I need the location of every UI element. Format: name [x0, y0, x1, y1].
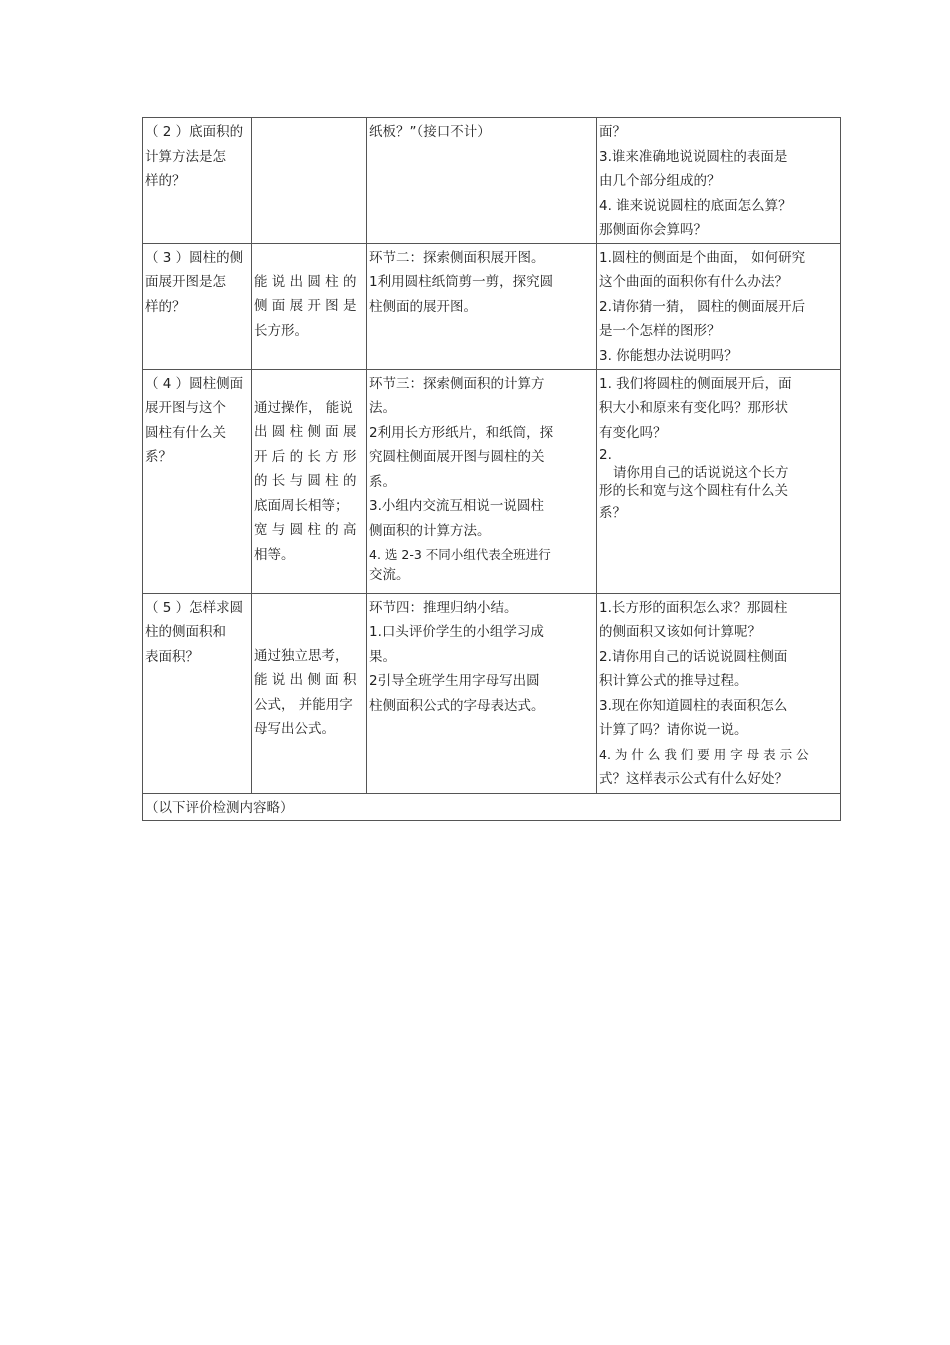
- goal-line: 出 圆 柱 侧 面 展: [254, 424, 357, 440]
- question-line: 展开图与这个: [145, 400, 226, 416]
- activity-cell: [367, 593, 597, 793]
- activity-line: 柱侧面的展开图。: [369, 298, 477, 315]
- table-row: [143, 593, 841, 793]
- activity-line: 交流。: [369, 566, 410, 583]
- goal-line: 通过独立思考，: [254, 647, 349, 664]
- activity-line: 1利用圆柱纸筒剪一剪，探究圆: [369, 274, 554, 290]
- activity-line: 果。: [369, 648, 396, 665]
- question-line: 样的？: [145, 298, 186, 315]
- goal-line: 能 说 出 圆 柱 的: [254, 273, 357, 290]
- table-row: [143, 369, 841, 593]
- prompt-line: 面？: [599, 124, 626, 140]
- table-row: [143, 793, 841, 821]
- prompt-line: 4. 为 什 么 我 们 要 用 字 母 表 示 公: [599, 746, 809, 762]
- prompts-cell: [597, 243, 841, 369]
- goal-line: 侧 面 展 开 图 是: [254, 298, 357, 314]
- prompt-line: 1.圆柱的侧面是个曲面， 如何研究: [599, 249, 806, 266]
- goal-line: 公式， 并能用字: [254, 696, 353, 713]
- prompt-line: 计算了吗？请你说一说。: [599, 722, 748, 738]
- footer-cell: [143, 793, 841, 821]
- activity-line: 法。: [369, 400, 396, 416]
- question-cell: [143, 369, 252, 593]
- prompt-line: 是一个怎样的图形？: [599, 323, 721, 339]
- activity-line: 2引导全班学生用字母写出圆: [369, 673, 540, 689]
- goal-cell: [252, 118, 367, 244]
- question-line: （ 2 ）底面积的: [145, 124, 244, 140]
- prompt-line: 这个曲面的面积你有什么办法？: [599, 274, 788, 290]
- activity-cell: [367, 369, 597, 593]
- activity-line: 环节四：推理归纳小结。: [369, 599, 518, 616]
- activity-line: 究圆柱侧面展开图与圆柱的关: [369, 449, 545, 465]
- question-line: （ 5 ）怎样求圆: [145, 599, 244, 616]
- activity-cell: [367, 243, 597, 369]
- prompt-line: 那侧面你会算吗？: [599, 222, 707, 238]
- prompts-cell: [597, 593, 841, 793]
- goal-line: 通过操作， 能说: [254, 399, 353, 416]
- footer-note: （以下评价检测内容略）: [145, 799, 294, 816]
- prompt-line: 由几个部分组成的？: [599, 173, 721, 189]
- goal-line: 母写出公式。: [254, 721, 335, 737]
- question-line: （ 3 ）圆柱的侧: [145, 249, 244, 266]
- activity-line: 2利用长方形纸片，和纸筒，探: [369, 424, 554, 441]
- question-line: 柱的侧面积和: [145, 624, 226, 640]
- prompt-line: 积计算公式的推导过程。: [599, 673, 748, 689]
- prompt-line: 式？这样表示公式有什么好处？: [599, 771, 788, 787]
- prompt-line: 2.: [599, 447, 612, 463]
- prompt-line: 系？: [599, 505, 626, 521]
- goal-line: 相等。: [254, 546, 295, 563]
- prompt-line: 积大小和原来有变化吗？那形状: [599, 400, 788, 416]
- prompt-line: 形的长和宽与这个圆柱有什么关: [599, 483, 788, 499]
- goal-line: 能 说 出 侧 面 积: [254, 672, 357, 688]
- prompt-line: 3.谁来准确地说说圆柱的表面是: [599, 148, 788, 165]
- question-cell: [143, 593, 252, 793]
- goal-line: 底面周长相等；: [254, 497, 349, 514]
- goal-line: 开 后 的 长 方 形: [254, 448, 357, 465]
- activity-line: 纸板？”（接口不计）: [369, 124, 491, 140]
- prompt-line: 2.请你猜一猜， 圆柱的侧面展开后: [599, 298, 806, 315]
- question-line: 计算方法是怎: [145, 148, 226, 165]
- question-line: 面展开图是怎: [145, 274, 226, 290]
- question-line: 样的？: [145, 173, 186, 189]
- prompt-line: 请你用自己的话说说这个长方: [613, 465, 789, 481]
- activity-line: 柱侧面积公式的字母表达式。: [369, 697, 545, 714]
- activity-line: 系。: [369, 473, 396, 490]
- lesson-plan-table: [142, 117, 841, 821]
- activity-line: 环节二：探索侧面积展开图。: [369, 249, 545, 266]
- prompt-line: 1.长方形的面积怎么求？那圆柱: [599, 599, 788, 616]
- table-row: [143, 118, 841, 244]
- prompt-line: 1. 我们将圆柱的侧面展开后，面: [599, 375, 792, 392]
- activity-line: 侧面积的计算方法。: [369, 522, 491, 539]
- activity-line: 4. 选 2-3 不同小组代表全班进行: [369, 547, 551, 562]
- question-cell: [143, 243, 252, 369]
- question-line: 系？: [145, 449, 172, 465]
- question-line: 圆柱有什么关: [145, 424, 226, 441]
- question-line: （ 4 ）圆柱侧面: [145, 375, 244, 392]
- prompts-cell: [597, 369, 841, 593]
- prompt-line: 3. 你能想办法说明吗？: [599, 347, 738, 364]
- prompt-line: 4. 谁来说说圆柱的底面怎么算？: [599, 197, 792, 214]
- prompts-cell: [597, 118, 841, 244]
- question-cell: [143, 118, 252, 244]
- table-row: [143, 243, 841, 369]
- prompt-line: 2.请你用自己的话说说圆柱侧面: [599, 648, 788, 665]
- goal-line: 的 长 与 圆 柱 的: [254, 473, 357, 489]
- goal-cell: [252, 369, 367, 593]
- prompt-line: 有变化吗？: [599, 424, 667, 441]
- activity-line: 1.口头评价学生的小组学习成: [369, 624, 544, 640]
- goal-line: 宽 与 圆 柱 的 高: [254, 522, 357, 538]
- goal-cell: [252, 243, 367, 369]
- goal-line: 长方形。: [254, 322, 308, 339]
- goal-cell: [252, 593, 367, 793]
- activity-line: 环节三：探索侧面积的计算方: [369, 375, 545, 392]
- prompt-line: 3.现在你知道圆柱的表面积怎么: [599, 697, 788, 714]
- question-line: 表面积？: [145, 648, 199, 665]
- activity-line: 3.小组内交流互相说一说圆柱: [369, 498, 544, 514]
- activity-cell: [367, 118, 597, 244]
- prompt-line: 的侧面积又该如何计算呢？: [599, 624, 761, 640]
